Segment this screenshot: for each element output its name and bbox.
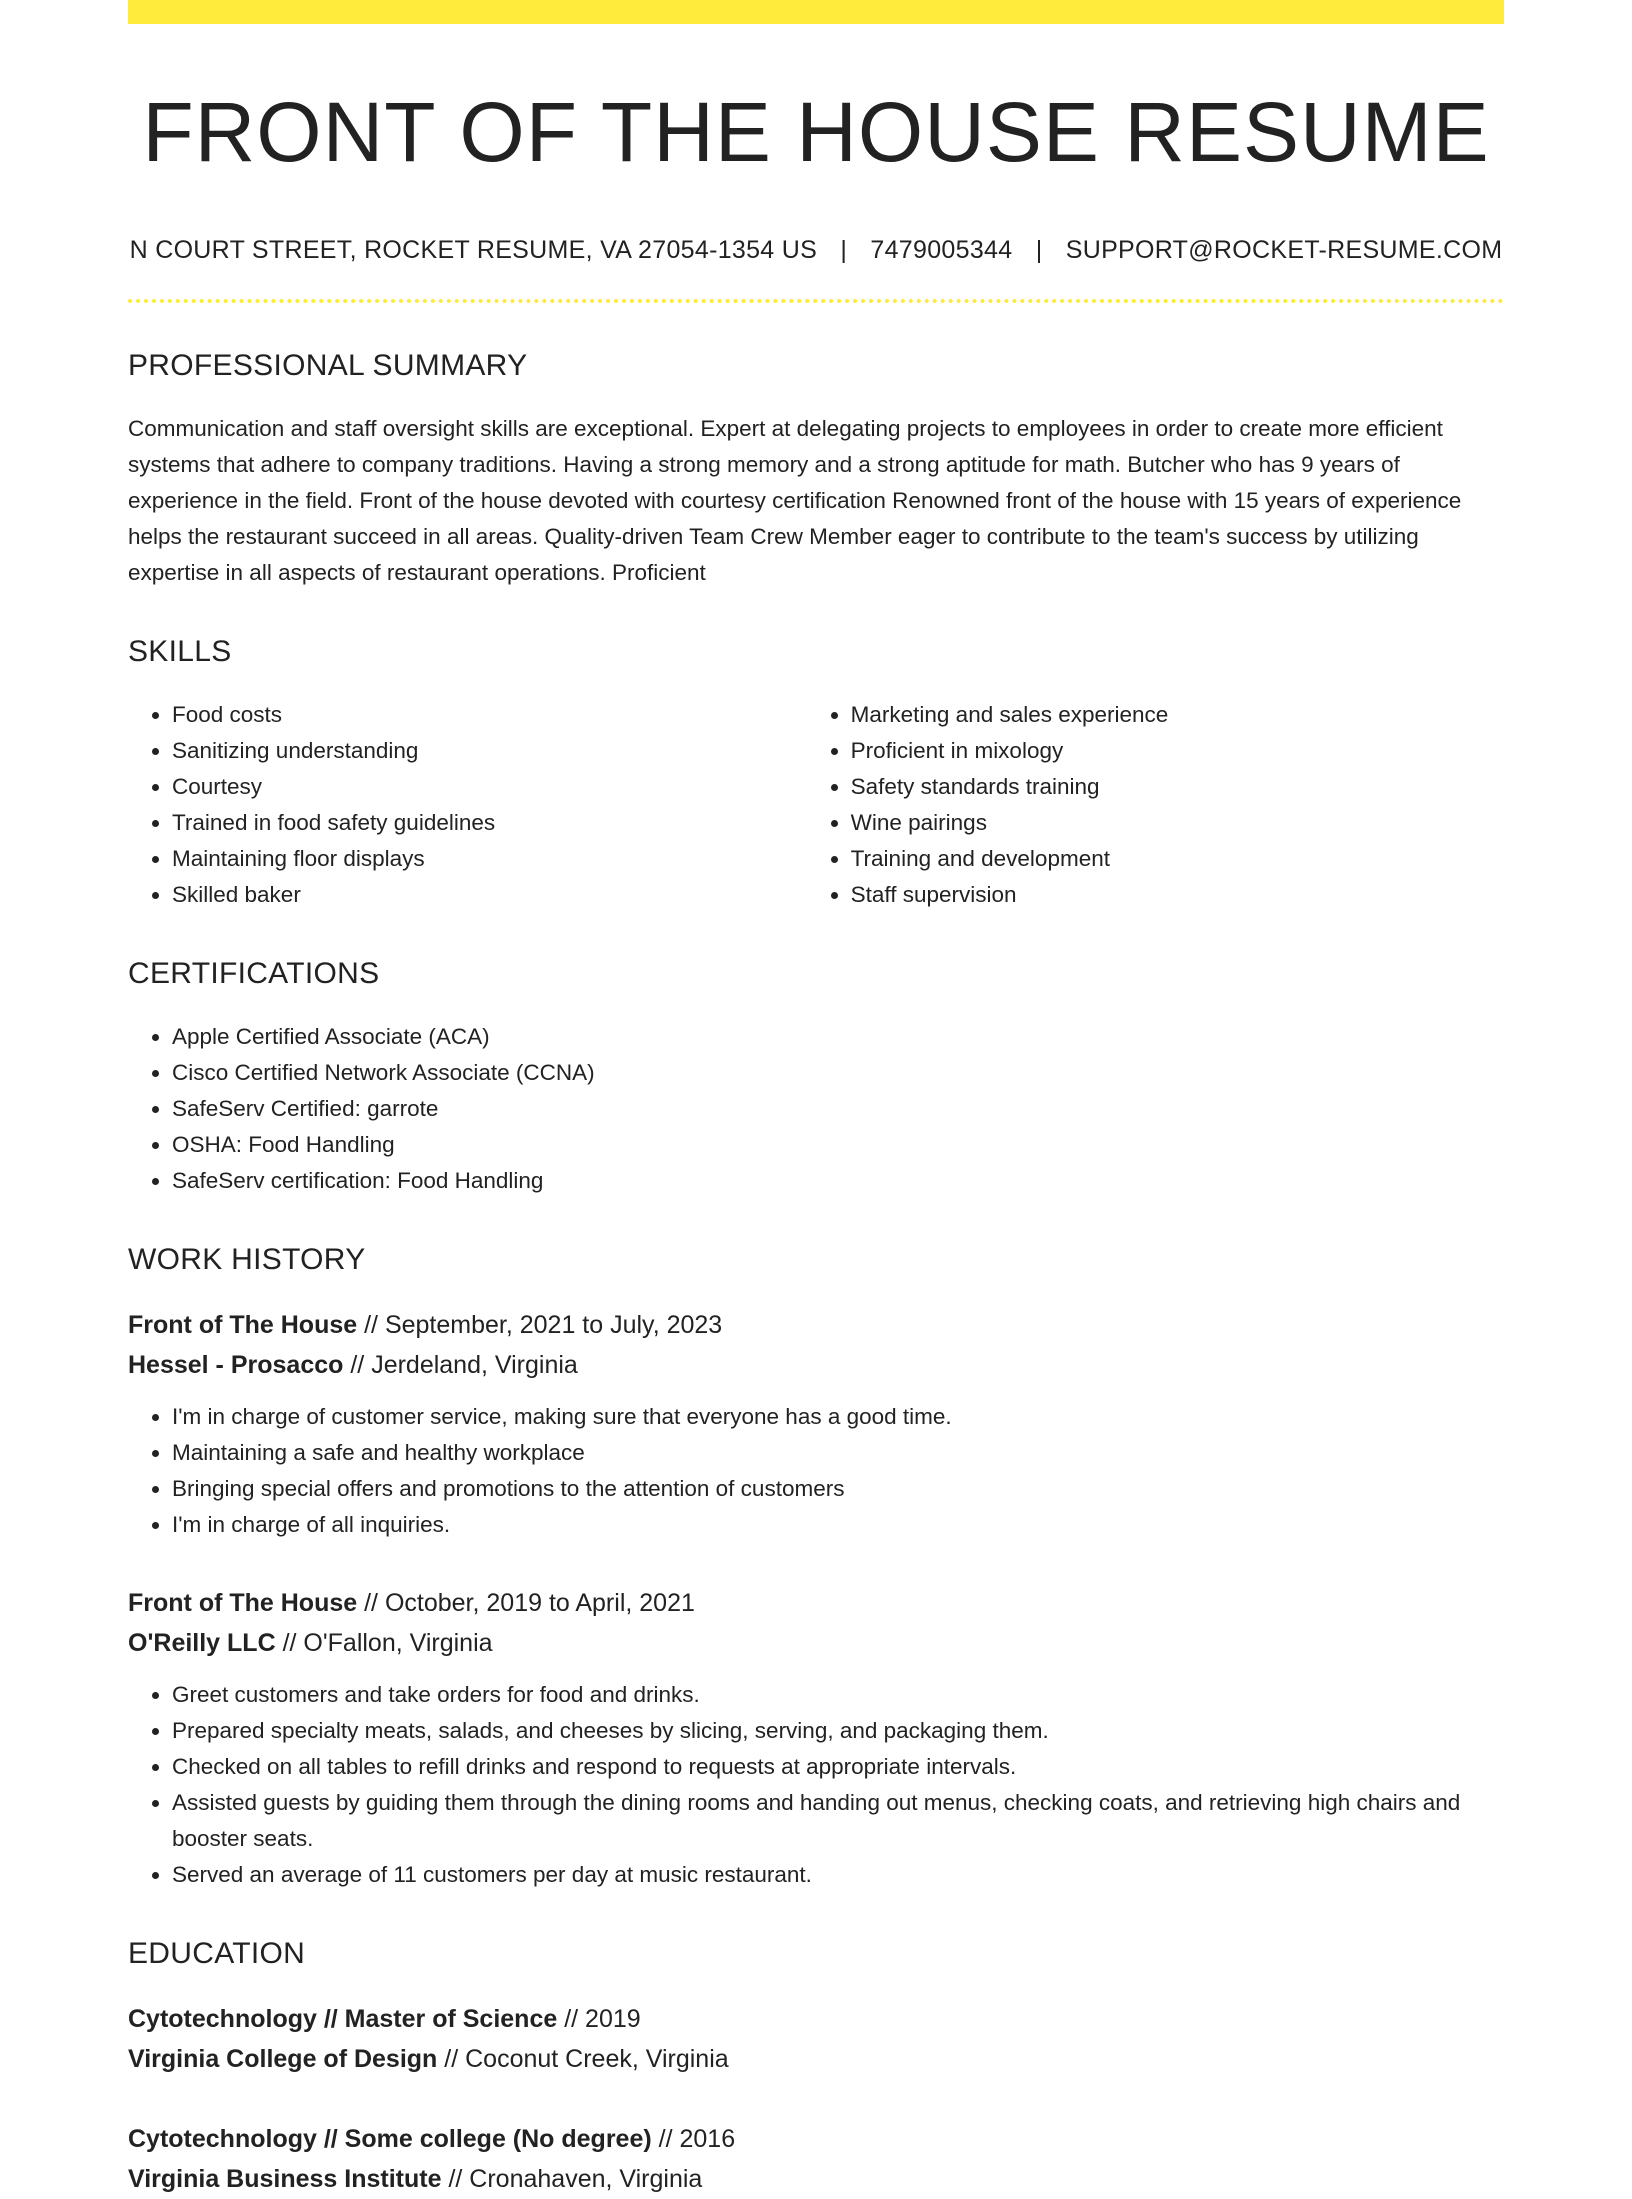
education-school: Virginia Business Institute [128, 2165, 442, 2194]
job-duty: • Checked on all tables to refill drinks and respond to requests at appropriate intervals. [172, 1749, 1504, 1785]
education-year: // 2016 [651, 2125, 736, 2154]
education-school: Virginia College of Design [128, 2045, 438, 2074]
education-school-line [128, 2039, 1504, 2079]
job-duty: • I'm in charge of all inquiries. [172, 1507, 1504, 1543]
summary-heading: PROFESSIONAL SUMMARY [128, 349, 528, 383]
certification-item: • OSHA: Food Handling [172, 1127, 1504, 1163]
education-degree: Cytotechnology // Master of Science [128, 2005, 558, 2034]
certification-item: • SafeServ Certified: garrote [172, 1091, 1504, 1127]
job-entry [128, 1583, 1504, 1893]
job-duties-list [128, 1677, 1504, 1893]
job-entry [128, 1305, 1504, 1543]
resume-title: FRONT OF THE HOUSE RESUME [142, 85, 1490, 179]
contact-address: N COURT STREET, ROCKET RESUME, VA 27054-1354 US [129, 236, 818, 265]
skill-item: • Food costs [172, 697, 807, 733]
certifications-list [128, 1019, 1504, 1199]
top-accent-bar [128, 0, 1504, 24]
skill-item: • Courtesy [172, 769, 807, 805]
contact-separator: | [1035, 236, 1043, 265]
job-location: // Jerdeland, Virginia [343, 1351, 578, 1380]
skill-item: • Wine pairings [851, 805, 1504, 841]
job-duties-list [128, 1399, 1504, 1543]
skill-item: • Staff supervision [851, 877, 1504, 913]
skill-item: • Skilled baker [172, 877, 807, 913]
job-duty: • Served an average of 11 customers per day at music restaurant. [172, 1857, 1504, 1893]
certifications-heading: CERTIFICATIONS [128, 957, 380, 991]
job-company-line [128, 1345, 1504, 1385]
job-company: Hessel - Prosacco [128, 1351, 344, 1380]
education-school-line [128, 2159, 1504, 2199]
skills-list-right [807, 697, 1504, 913]
contact-email: SUPPORT@ROCKET-RESUME.COM [1065, 236, 1503, 265]
skills-list-left [128, 697, 807, 913]
education-entry [128, 1999, 1504, 2079]
skill-item: • Proficient in mixology [851, 733, 1504, 769]
education-degree-line [128, 1999, 1504, 2039]
education-heading: EDUCATION [128, 1937, 306, 1971]
education-location: // Coconut Creek, Virginia [437, 2045, 729, 2074]
certification-item: • SafeServ certification: Food Handling [172, 1163, 1504, 1199]
job-company-line [128, 1623, 1504, 1663]
education-degree: Cytotechnology // Some college (No degree) [128, 2125, 652, 2154]
skill-item: • Marketing and sales experience [851, 697, 1504, 733]
education-year: // 2019 [557, 2005, 641, 2034]
skill-item: • Maintaining floor displays [172, 841, 807, 877]
education-entry [128, 2119, 1504, 2199]
summary-text: Communication and staff oversight skills are exceptional. Expert at delegating projects to employees in order to create more efficient systems that adhere to company traditions. Having a strong memory and a strong aptitude for math. Butcher who has 9 years of experience in the field. Front of the house devoted with courtesy certification Renowned front of the house with 15 years of experience helps the restaurant succeed in all areas. Quality-driven Team Crew Member eager to contribute to the team's success by utilizing expertise in all aspects of restaurant operations. Proficient [128, 416, 1462, 586]
education-location: // Cronahaven, Virginia [441, 2165, 703, 2194]
contact-line [128, 236, 1504, 265]
job-location: // O'Fallon, Virginia [275, 1629, 493, 1658]
skills-heading: SKILLS [128, 635, 232, 669]
job-duty: • Maintaining a safe and healthy workplace [172, 1435, 1504, 1471]
certification-item: • Apple Certified Associate (ACA) [172, 1019, 1504, 1055]
job-duty: • Assisted guests by guiding them through the dining rooms and handing out menus, checking coats, and retrieving high chairs and booster seats. [172, 1785, 1504, 1857]
resume-page [128, 0, 1504, 2199]
job-role: Front of The House [128, 1589, 358, 1618]
job-duty: • Greet customers and take orders for food and drinks. [172, 1677, 1504, 1713]
job-duty: • I'm in charge of customer service, making sure that everyone has a good time. [172, 1399, 1504, 1435]
skill-item: • Sanitizing understanding [172, 733, 807, 769]
job-duty: • Bringing special offers and promotions to the attention of customers [172, 1471, 1504, 1507]
job-role: Front of The House [128, 1311, 358, 1340]
skills-columns [128, 697, 1504, 913]
education-degree-line [128, 2119, 1504, 2159]
job-dates: // October, 2019 to April, 2021 [357, 1589, 695, 1618]
job-title-line [128, 1583, 1504, 1623]
skill-item: • Trained in food safety guidelines [172, 805, 807, 841]
job-dates: // September, 2021 to July, 2023 [357, 1311, 723, 1340]
dotted-divider [128, 299, 1504, 303]
contact-phone: 7479005344 [870, 236, 1013, 265]
contact-separator: | [840, 236, 848, 265]
job-duty: • Prepared specialty meats, salads, and cheeses by slicing, serving, and packaging them. [172, 1713, 1504, 1749]
skill-item: • Safety standards training [851, 769, 1504, 805]
certification-item: • Cisco Certified Network Associate (CCNA) [172, 1055, 1504, 1091]
job-title-line [128, 1305, 1504, 1345]
skill-item: • Training and development [851, 841, 1504, 877]
job-company: O'Reilly LLC [128, 1629, 276, 1658]
work-history-heading: WORK HISTORY [128, 1243, 366, 1277]
